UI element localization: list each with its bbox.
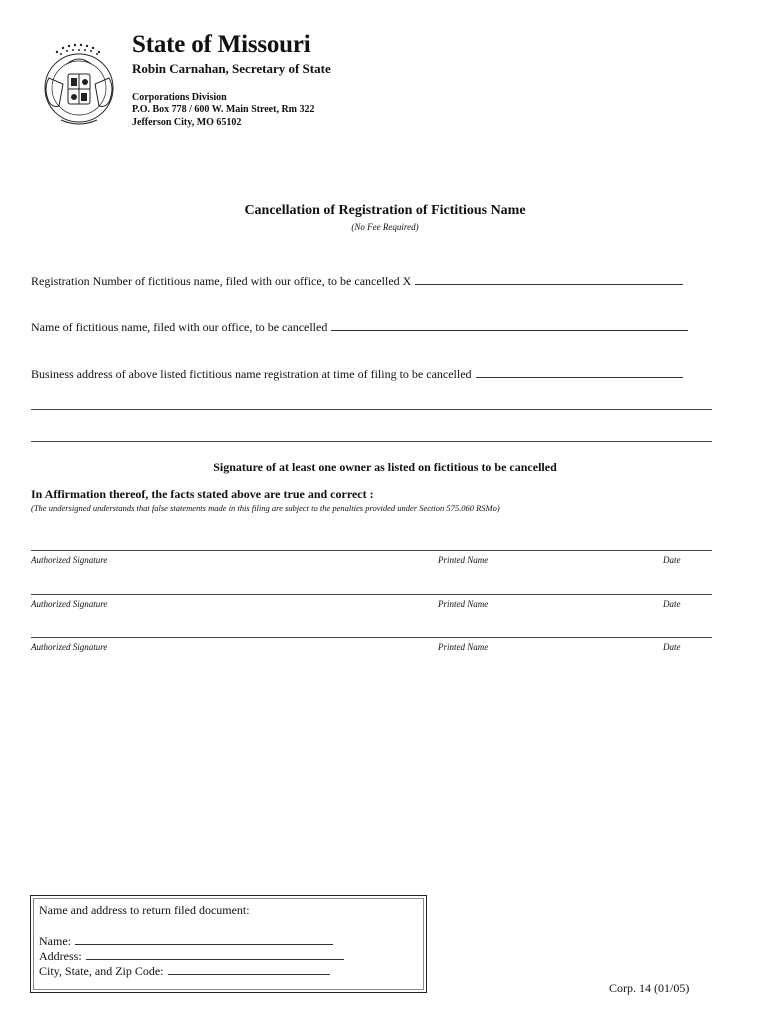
registration-number-field (31, 274, 683, 289)
signature-line-3[interactable] (31, 637, 712, 638)
business-address-label: Business address of above listed fictitious name registration at time of filing to be cancelled (31, 367, 472, 381)
return-name-input[interactable] (75, 934, 333, 945)
city-address: Jefferson City, MO 65102 (132, 117, 242, 128)
state-seal-icon (37, 38, 121, 134)
return-city-field[interactable] (39, 964, 330, 979)
return-name-label: Name: (39, 934, 71, 948)
printed-name-label: Printed Name (438, 555, 489, 565)
return-address-label: Address: (39, 949, 82, 963)
return-address-input[interactable] (86, 949, 344, 960)
form-subtitle: (No Fee Required) (351, 222, 419, 232)
return-address-box (30, 895, 427, 993)
registration-number-input[interactable] (415, 274, 683, 285)
date-label: Date (663, 642, 681, 652)
state-title: State of Missouri (132, 31, 311, 58)
fictitious-name-field (31, 320, 688, 335)
business-address-line-2[interactable] (31, 409, 712, 410)
business-address-field (31, 367, 683, 382)
po-box-address: P.O. Box 778 / 600 W. Main Street, Rm 322 (132, 104, 315, 115)
division-name: Corporations Division (132, 92, 227, 103)
return-heading: Name and address to return filed document: (39, 903, 250, 917)
business-address-input[interactable] (476, 367, 683, 378)
registration-number-label: Registration Number of fictitious name, filed with our office, to be cancelled X (31, 274, 412, 288)
date-label: Date (663, 555, 681, 565)
signature-heading: Signature of at least one owner as listed on fictitious to be cancelled (213, 460, 557, 474)
authorized-signature-label: Authorized Signature (31, 599, 108, 609)
signature-line-1[interactable] (31, 550, 712, 551)
affirmation-text: In Affirmation thereof, the facts stated above are true and correct : (31, 487, 374, 501)
return-city-input[interactable] (168, 964, 330, 975)
form-code: Corp. 14 (01/05) (609, 981, 690, 995)
return-city-label: City, State, and Zip Code: (39, 964, 164, 978)
printed-name-label: Printed Name (438, 642, 489, 652)
signature-line-2[interactable] (31, 594, 712, 595)
fictitious-name-label: Name of fictitious name, filed with our office, to be cancelled (31, 320, 328, 334)
business-address-line-3[interactable] (31, 441, 712, 442)
fictitious-name-input[interactable] (331, 320, 688, 331)
date-label: Date (663, 599, 681, 609)
form-title: Cancellation of Registration of Fictitious Name (244, 203, 526, 218)
authorized-signature-label: Authorized Signature (31, 642, 108, 652)
return-name-field[interactable] (39, 934, 333, 949)
return-address-field[interactable] (39, 949, 344, 964)
penalty-notice: (The undersigned understands that false statements made in this filing are subject to the penalties provided under Section 575.060 RSMo) (31, 503, 500, 513)
printed-name-label: Printed Name (438, 599, 489, 609)
authorized-signature-label: Authorized Signature (31, 555, 108, 565)
secretary-name: Robin Carnahan, Secretary of State (132, 61, 331, 76)
